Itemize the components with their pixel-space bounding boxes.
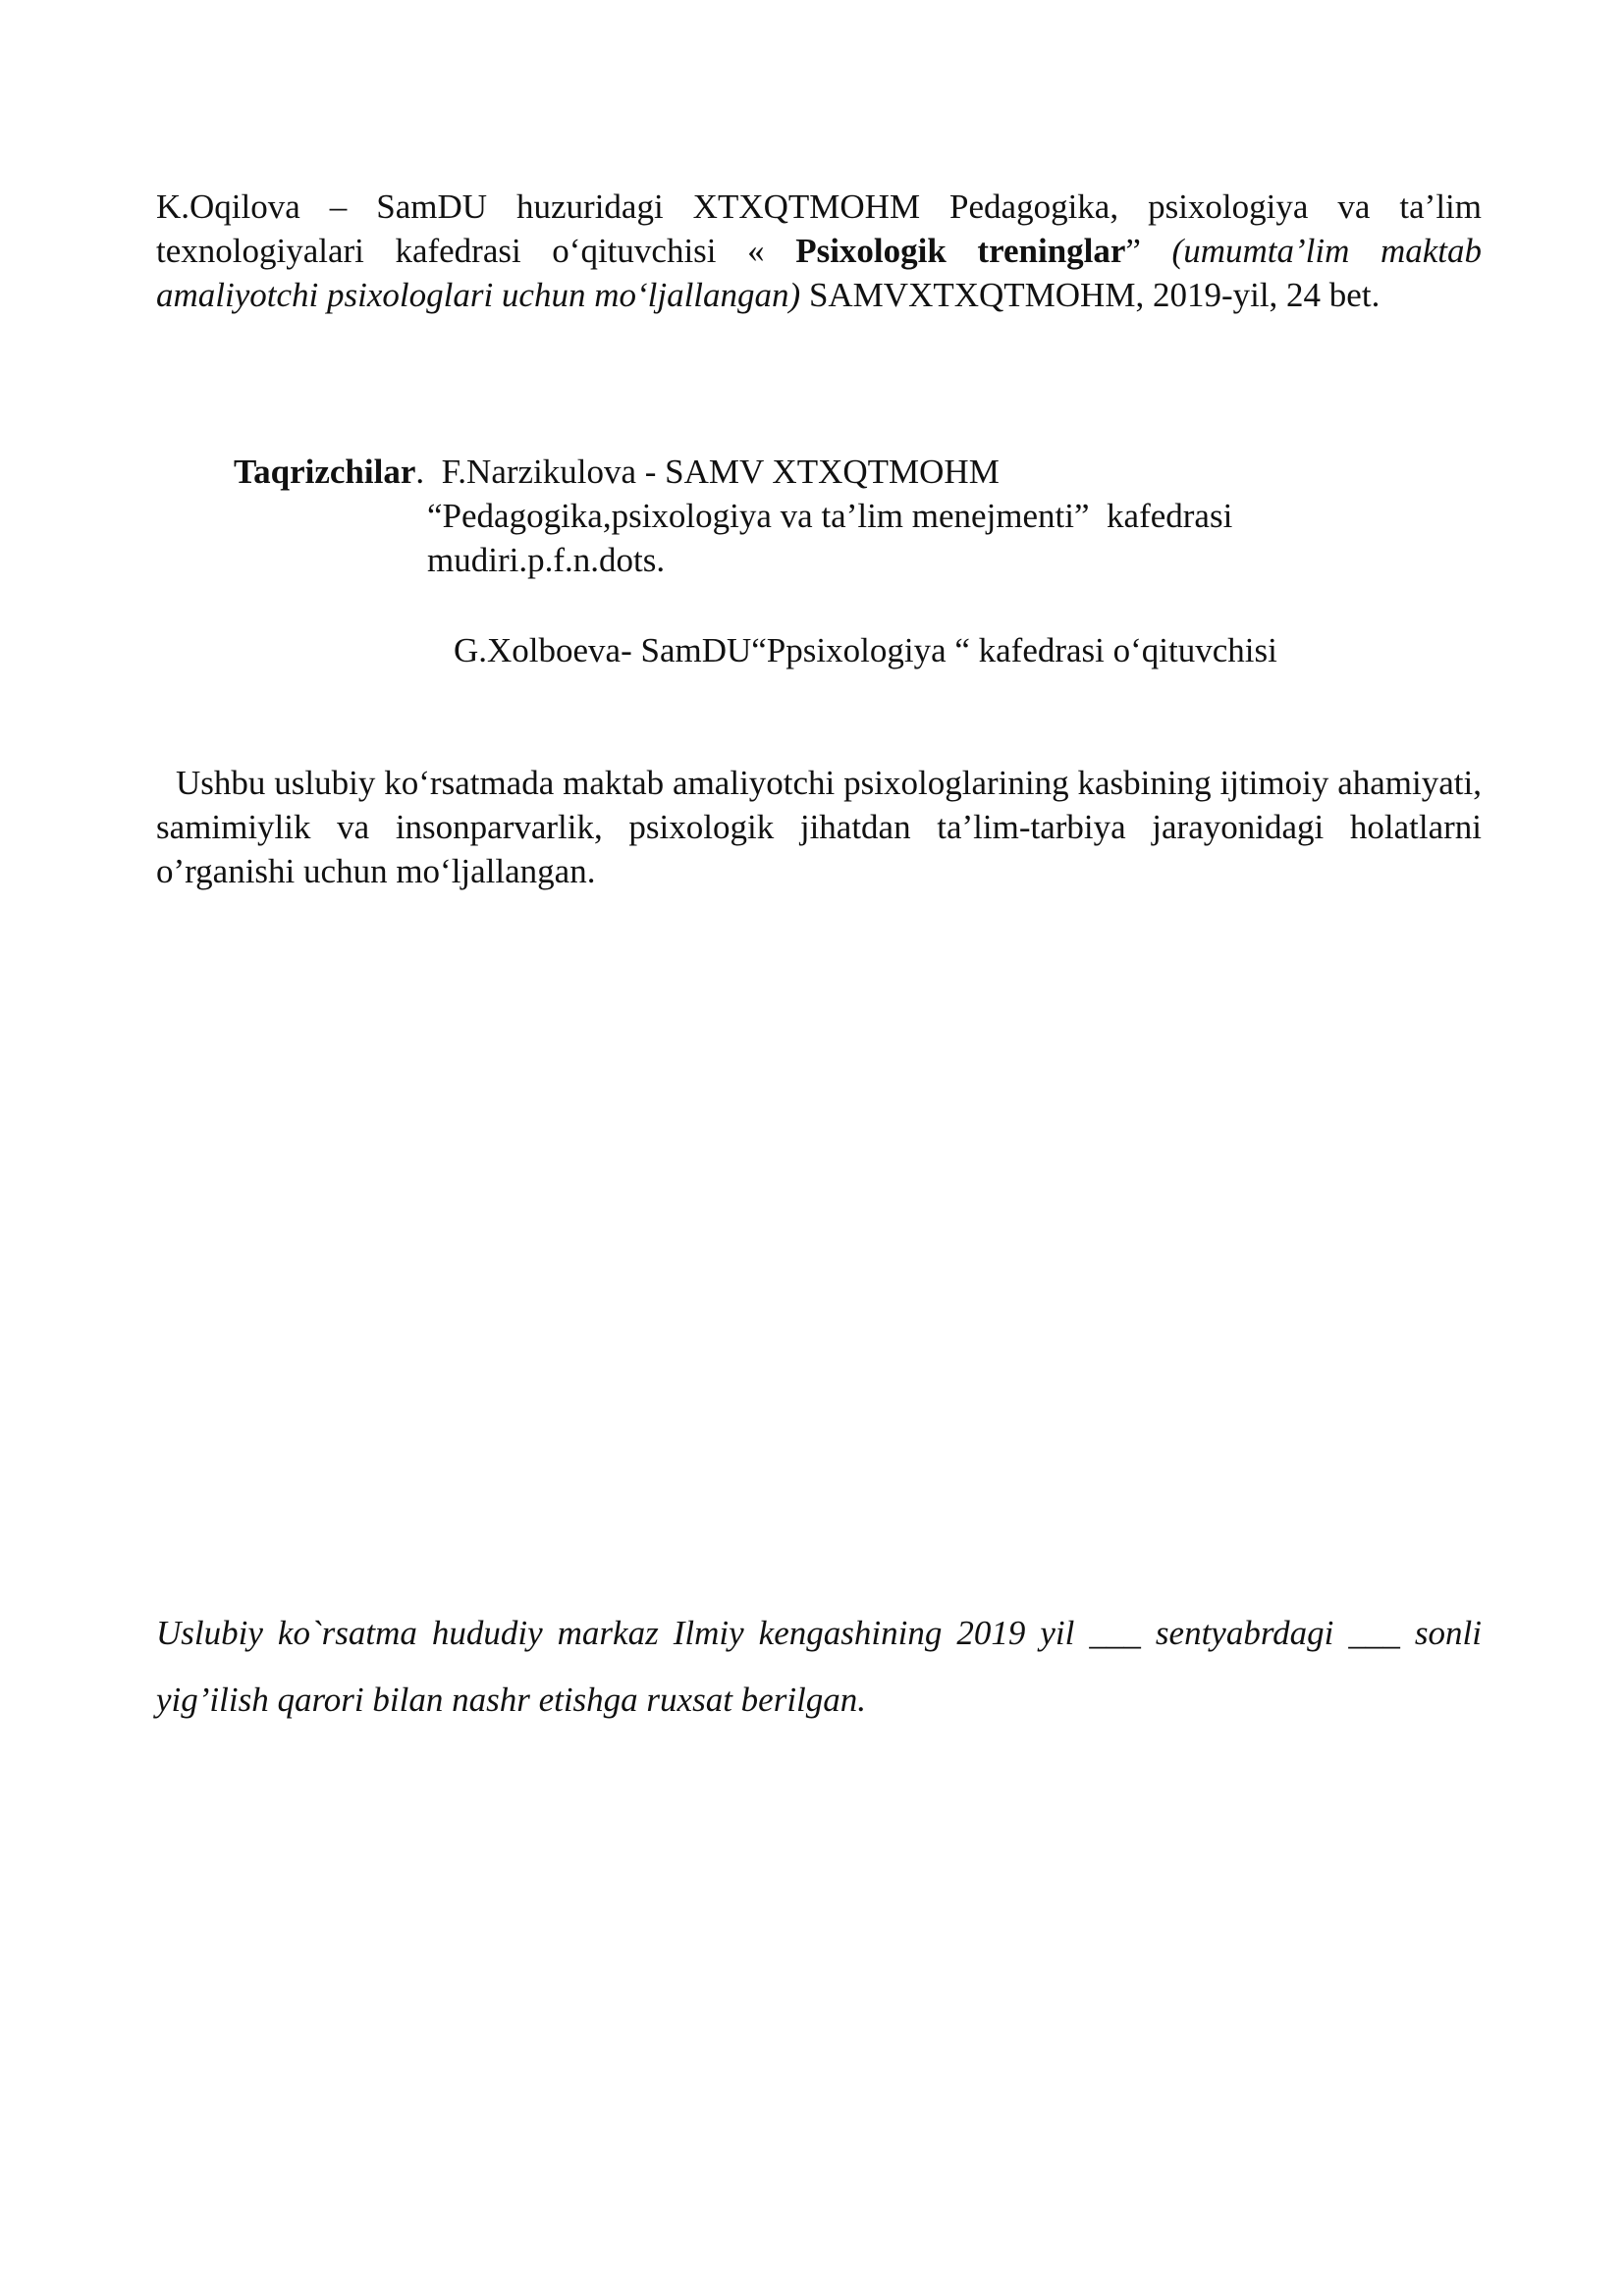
abstract-paragraph: Ushbu uslubiy ko‘rsatmada maktab amaliyotchi psixologlarining kasbining ijtimoiy ahamiyati, samimiylik va insonparvarlik, psixologik jihatdan ta’lim-tarbiya jarayonidagi holatlarni o’rganishi uchun mo‘ljallangan. — [156, 764, 1482, 890]
reviewers-heading-line — [234, 450, 1412, 494]
reviewer1-position: mudiri.p.f.n.dots. — [427, 541, 666, 579]
citation-subtitle: (umumta’lim maktab amaliyotchi psixologlari uchun mo‘ljallangan) — [156, 232, 1482, 314]
citation-after-title: ” — [1125, 232, 1172, 270]
reviewers-label-suffix: . — [415, 453, 442, 491]
citation-lead: K.Oqilova – SamDU huzuridagi XTXQTMOHM Pedagogika, psixologiya va ta’lim texnologiyalari kafedrasi o‘qituvchisi « — [156, 187, 1482, 270]
citation-title: Psixologik treninglar — [795, 232, 1126, 270]
citation-paragraph — [156, 185, 1482, 317]
reviewers-label: Taqrizchilar — [234, 453, 416, 491]
reviewer1-department: “Pedagogika,psixologiya va ta’lim menejmenti” kafedrasi — [427, 497, 1233, 535]
reviewer2-line: G.Xolboeva- SamDU“Ppsixologiya “ kafedrasi o‘qituvchisi — [454, 631, 1277, 669]
reviewer1-details — [427, 494, 1409, 582]
citation-tail: SAMVXTXQTMOHM, 2019-yil, 24 bet. — [800, 276, 1380, 314]
reviewer1-name: F.Narzikulova - SAMV XTXQTMOHM — [441, 453, 1000, 491]
approval-note: Uslubiy ko`rsatma hududiy markaz Ilmiy kengashining 2019 yil ___ sentyabrdagi ___ sonli yig’ilish qarori bilan nashr etishga ruxsat berilgan. — [156, 1614, 1482, 1719]
